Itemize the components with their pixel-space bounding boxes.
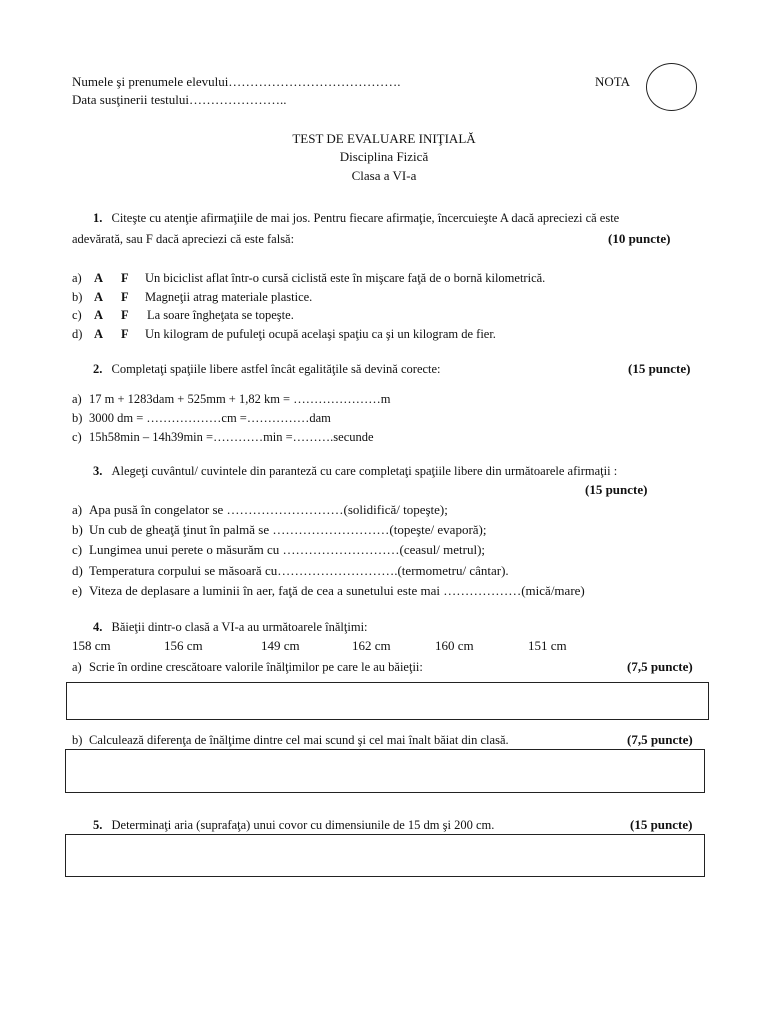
q1-c-false-option: F (121, 308, 129, 322)
q3-item-d: d) Temperatura corpului se măsoară cu……………………….(termometru/ cântar). (72, 563, 509, 578)
q3-item-c: c) Lungimea unui perete o măsurăm cu ………………………(ceasul/ metrul); (72, 542, 486, 557)
class-label: Clasa a VI-a (351, 168, 417, 183)
q2-item-a: a) 17 m + 1283dam + 525mm + 1,82 km = …………………m (72, 392, 391, 406)
q4b-points: (7,5 puncte) (627, 732, 693, 747)
q3-item-a: a) Apa pusă în congelator se ………………………(solidifică/ topeşte); (72, 502, 448, 517)
q1-prompt-line2: adevărată, sau F dacă apreciezi că este falsă: (72, 232, 295, 246)
q4b-answer-box[interactable] (65, 749, 705, 793)
q1-item-c: c) A F La soare îngheţata se topeşte. (72, 308, 294, 322)
q1-item-text: Un biciclist aflat într-o cursă ciclistă este în mişcare faţă de o bornă kilometrică. (145, 271, 546, 285)
q5-prompt-line (93, 818, 494, 832)
q4a-answer-box[interactable] (66, 682, 709, 720)
q4b-prompt: b) Calculează diferenţa de înălţime dintre cel mai scund şi cel mai înalt băiat din clasă. (72, 733, 509, 747)
height-value: 160 cm (435, 638, 474, 653)
test-title: TEST DE EVALUARE INIŢIALĂ (292, 131, 476, 146)
q4-prompt-line (93, 620, 368, 634)
q4-prompt: Băieţii dintr-o clasă a VI-a au următoarele înălţimi: (111, 620, 368, 634)
q2-prompt-line (93, 362, 441, 376)
q1-b-true-option: A (94, 290, 104, 304)
discipline-label: Disciplina Fizică (339, 149, 429, 164)
q1-d-true-option: A (94, 327, 104, 341)
q3-prompt-line (93, 464, 617, 478)
grade-circle (646, 63, 697, 111)
q1-c-true-option: A (94, 308, 104, 322)
q1-item-a: a) A F Un biciclist aflat într-o cursă ciclistă este în mişcare faţă de o bornă kilometrică. (72, 271, 546, 285)
grade-label: NOTA (595, 74, 631, 89)
q4a-prompt: a) Scrie în ordine crescătoare valorile înălţimilor pe care le au băieţii: (72, 660, 423, 674)
q5-answer-box[interactable] (65, 834, 705, 877)
height-value: 156 cm (164, 638, 203, 653)
q1-prompt: Citeşte cu atenţie afirmaţiile de mai jos. Pentru fiecare afirmaţie, încercuieşte A dacă apreciezi că este (111, 211, 620, 225)
q3-item-b: b) Un cub de gheaţă ţinut în palmă se ………………………(topeşte/ evaporă); (72, 522, 487, 537)
height-value: 162 cm (352, 638, 391, 653)
q2-item-c: c) 15h58min – 14h39min =…………min =……….secunde (72, 430, 374, 444)
q3-points: (15 puncte) (585, 482, 648, 497)
test-date-line: Data susţinerii testului………………….. (72, 92, 287, 107)
q1-number: 1. (93, 211, 103, 225)
q3-number: 3. (93, 464, 103, 478)
q2-points: (15 puncte) (628, 361, 691, 376)
height-value: 158 cm (72, 638, 111, 653)
q1-item-text: Un kilogram de pufuleţi ocupă acelaşi spaţiu ca şi un kilogram de fier. (145, 327, 496, 341)
q3-prompt: Alegeţi cuvântul/ cuvintele din paranteză cu care completaţi spaţiile libere din următoarele afirmaţii : (111, 464, 618, 478)
q5-number: 5. (93, 818, 103, 832)
q3-item-e: e) Viteza de deplasare a luminii în aer, faţă de cea a sunetului este mai ………………(mică/mare) (72, 583, 585, 598)
student-name-line: Numele şi prenumele elevului…………………………………. (72, 74, 401, 89)
q1-b-false-option: F (121, 290, 129, 304)
q5-points: (15 puncte) (630, 817, 693, 832)
q4-number: 4. (93, 620, 103, 634)
q1-d-false-option: F (121, 327, 129, 341)
q4a-points: (7,5 puncte) (627, 659, 693, 674)
q1-item-text: La soare îngheţata se topeşte. (147, 308, 294, 322)
q1-item-d: d) A F Un kilogram de pufuleţi ocupă acelaşi spaţiu ca şi un kilogram de fier. (72, 327, 496, 341)
q5-prompt: Determinaţi aria (suprafaţa) unui covor cu dimensiunile de 15 dm şi 200 cm. (111, 818, 495, 832)
q1-points: (10 puncte) (608, 231, 671, 246)
q1-item-b: b) A F Magneţii atrag materiale plastice. (72, 290, 313, 304)
q1-item-text: Magneţii atrag materiale plastice. (145, 290, 313, 304)
q2-prompt: Completaţi spaţiile libere astfel încât egalităţile să devină corecte: (111, 362, 441, 376)
q1-a-true-option: A (94, 271, 104, 285)
q1-a-false-option: F (121, 271, 129, 285)
q2-number: 2. (93, 362, 103, 376)
q1-prompt-line1 (93, 211, 619, 225)
height-value: 151 cm (528, 638, 567, 653)
q2-item-b: b) 3000 dm = ………………cm =……………dam (72, 411, 331, 425)
height-value: 149 cm (261, 638, 300, 653)
